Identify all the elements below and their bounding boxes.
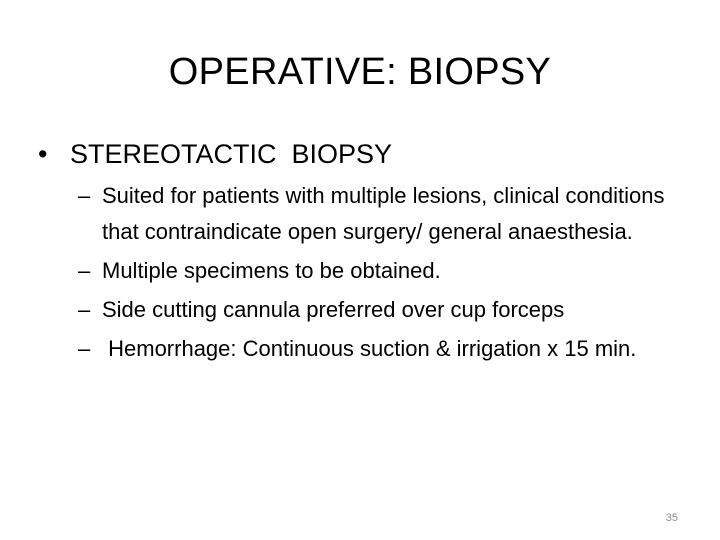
sub-bullet-text: Hemorrhage: Continuous suction & irrigation x 15 min. (102, 336, 637, 361)
sub-bullet-text: Side cutting cannula preferred over cup forceps (102, 297, 565, 322)
dash-marker: – (78, 258, 91, 283)
bullet-text: STEREOTACTIC BIOPSY (70, 139, 393, 169)
sub-bullet-item (78, 178, 678, 250)
dash-marker: – (78, 336, 91, 361)
slide-title: OPERATIVE: BIOPSY (168, 51, 552, 93)
dash-marker: – (78, 297, 91, 322)
bullet-marker: • (38, 139, 48, 169)
sub-bullet-item (78, 253, 678, 289)
sub-bullet-item (78, 292, 678, 328)
sub-bullet-item (78, 331, 678, 367)
dash-marker: – (78, 183, 91, 208)
sub-bullet-text: Multiple specimens to be obtained. (102, 258, 441, 283)
sub-bullet-text: Suited for patients with multiple lesions, clinical conditions that contraindicate open surgery/ general anaesthesia. (102, 183, 665, 244)
sub-bullet-list (78, 178, 678, 370)
page-number: 35 (665, 512, 678, 524)
